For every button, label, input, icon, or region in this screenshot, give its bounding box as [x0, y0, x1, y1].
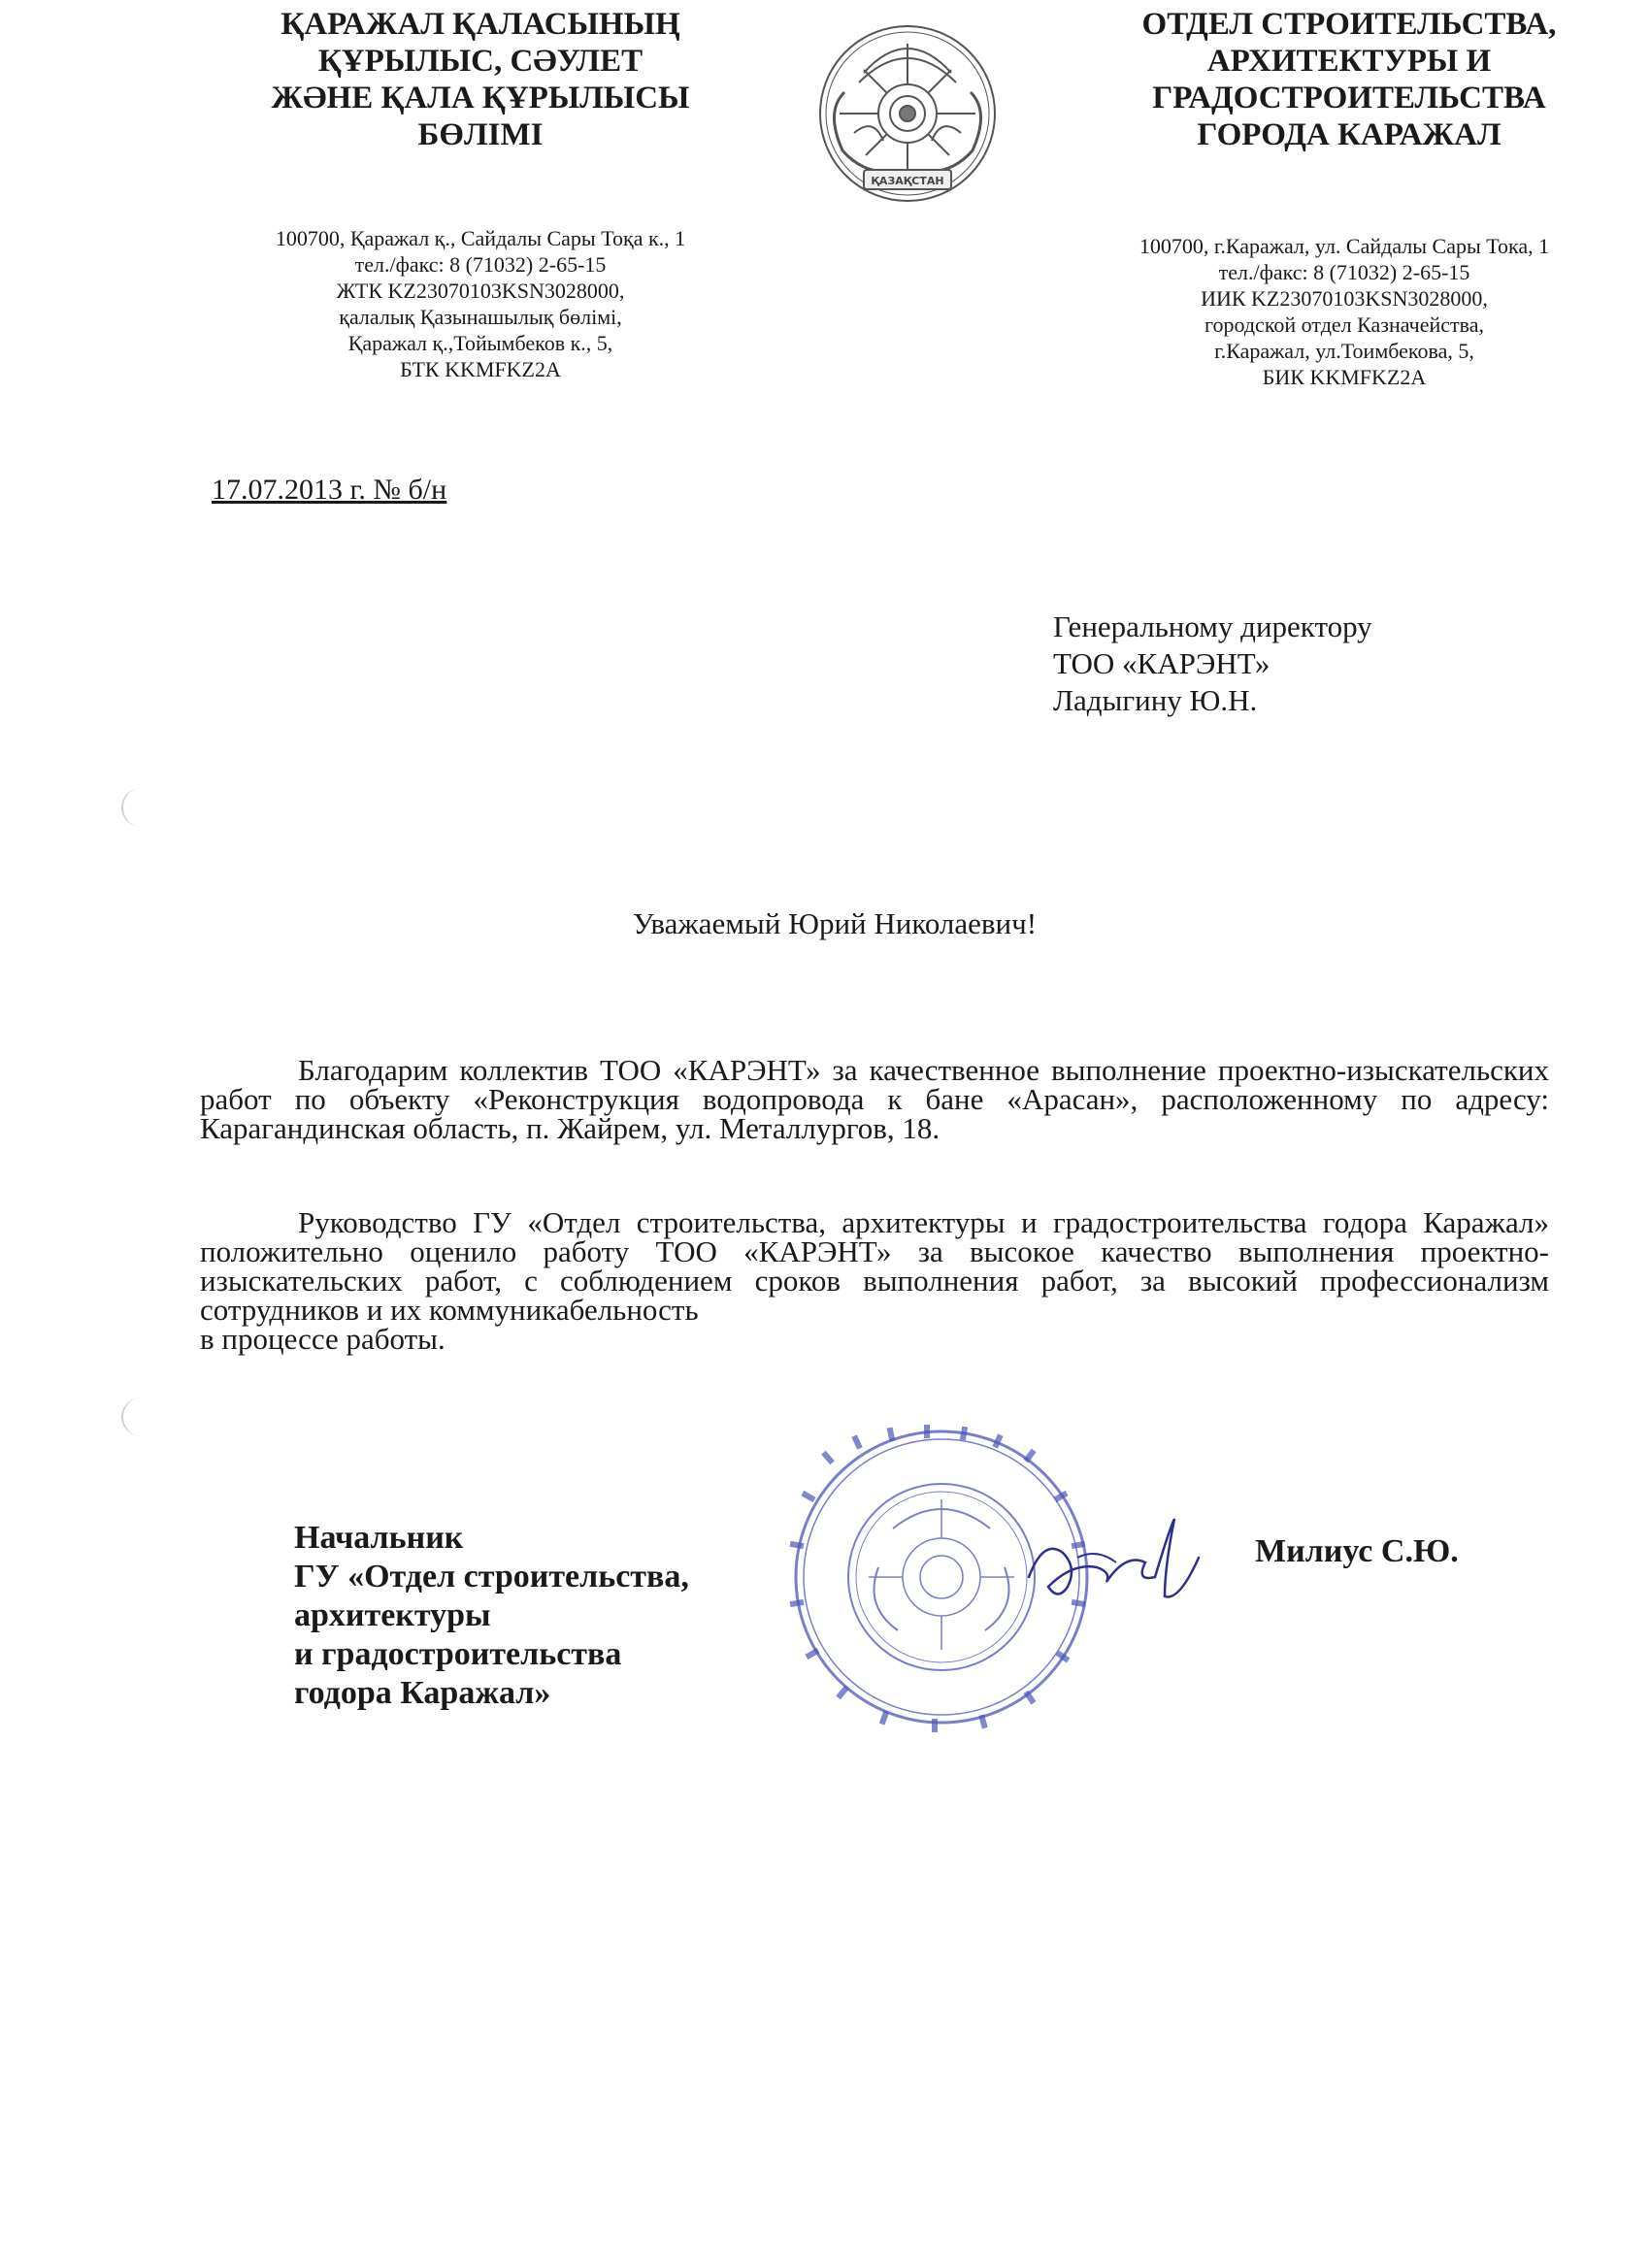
header-kz-address-line: Қаражал қ.,Тойымбеков к., 5, — [347, 331, 613, 355]
signature-position-line: годора Каражал» — [294, 1675, 551, 1711]
header-ru-title-line: ОТДЕЛ СТРОИТЕЛЬСТВА, — [1141, 7, 1557, 42]
header-ru-address-line: 100700, г.Каражал, ул. Сайдалы Сары Тока, 1 — [1138, 234, 1550, 258]
header-kz-address-line: БТК KKMFKZ2A — [400, 357, 561, 381]
addressee-line: ТОО «КАРЭНТ» — [1053, 646, 1270, 680]
number-sign: № — [373, 474, 402, 506]
header-kz-title — [223, 6, 738, 153]
emblem-banner-text: ҚАЗАҚСТАН — [871, 175, 944, 187]
handwritten-signature-icon — [1019, 1509, 1204, 1616]
letter-date: 17.07.2013 г. — [212, 474, 366, 506]
signature-position-line: архитектуры — [294, 1597, 491, 1633]
paragraph-2-tail: в процессе работы. — [200, 1322, 446, 1356]
header-kz-title-line: БӨЛІМІ — [417, 117, 544, 152]
signature-position-line: и градостроительства — [294, 1636, 622, 1672]
header-kz-address-line: қалалық Қазынашылық бөлімі, — [339, 305, 622, 329]
header-ru-address-line: г.Каражал, ул.Тоимбекова, 5, — [1214, 339, 1474, 363]
state-emblem-icon — [806, 24, 1009, 209]
paragraph-1-text: Благодарим коллектив ТОО «КАРЭНТ» за качественное выполнение проектно-изыскательских работ по объекту «Реконструкция водопровода к бане «Арасан», расположенному по адресу: Карагандинская область, п. Жайрем, ул. Металлургов, 18. — [200, 1053, 1549, 1145]
header-kz-address — [223, 225, 738, 382]
header-kz-address-line: 100700, Қаражал қ., Сайдалы Сары Тоқа к., 1 — [275, 226, 686, 250]
letter-number: б/н — [408, 474, 447, 506]
addressee-line: Ладыгину Ю.Н. — [1053, 683, 1258, 717]
header-ru-title-line: ГОРОДА КАРАЖАЛ — [1197, 117, 1502, 152]
header-ru-address-line: БИК KKMFKZ2A — [1262, 365, 1427, 389]
header-ru-address — [1048, 233, 1640, 390]
punch-hole-mark — [121, 1397, 162, 1436]
greeting: Уважаемый Юрий Николаевич! — [632, 906, 1038, 940]
header-kz-title-line: ҚАРАЖАЛ ҚАЛАСЫНЫҢ — [280, 7, 680, 42]
addressee-line: Генеральному директору — [1053, 609, 1372, 643]
signature-position — [294, 1519, 689, 1713]
date-line — [212, 474, 446, 507]
header-ru-address-line: ИИК KZ23070103KSN3028000, — [1201, 286, 1488, 311]
signature-position-line: ГУ «Отдел строительства, — [294, 1559, 689, 1594]
header-ru-title-line: ГРАДОСТРОИТЕЛЬСТВА — [1152, 81, 1546, 115]
addressee-block — [1053, 608, 1372, 719]
header-ru-address-line: городской отдел Казначейства, — [1204, 312, 1484, 337]
header-kz-title-line: ЖӘНЕ ҚАЛА ҚҰРЫЛЫСЫ — [271, 81, 690, 115]
signature-position-line: Начальник — [294, 1520, 464, 1556]
paragraph-1 — [200, 1053, 1549, 1145]
paragraph-2 — [200, 1205, 1549, 1356]
punch-hole-mark — [121, 788, 162, 827]
header-ru-address-line: тел./факс: 8 (71032) 2-65-15 — [1218, 260, 1470, 284]
paragraph-2-text: Руководство ГУ «Отдел строительства, архитектуры и градостроительства годора Каражал» положительно оценило работу ТОО «КАРЭНТ» за высокое качество выполнения проектно-изыскательских работ, с соблюдением сроков выполнения работ, за высокий профессионализм сотрудников и их коммуникабельность — [200, 1205, 1549, 1327]
header-kz-title-line: ҚҰРЫЛЫС, СӘУЛЕТ — [317, 44, 644, 79]
header-ru-title-line: АРХИТЕКТУРЫ И — [1206, 44, 1492, 79]
header-ru-title — [1077, 6, 1621, 153]
header-kz-address-line: тел./факс: 8 (71032) 2-65-15 — [354, 252, 607, 277]
signatory-name: Милиус С.Ю. — [1255, 1533, 1459, 1569]
header-kz-address-line: ЖТК KZ23070103KSN3028000, — [336, 279, 625, 303]
